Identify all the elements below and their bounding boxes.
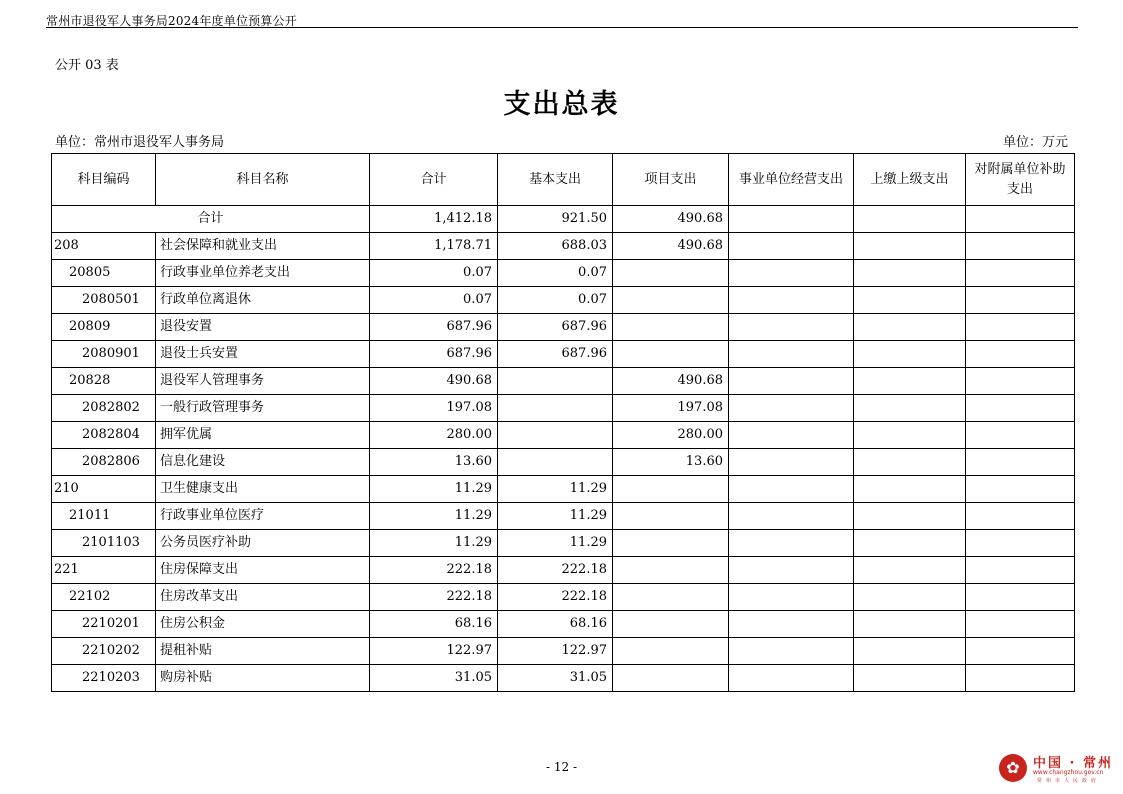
- subject-name: 提租补贴: [156, 638, 370, 665]
- column-header: 上缴上级支出: [854, 154, 966, 206]
- amount-subsidiary: [966, 233, 1075, 260]
- table-row: [52, 395, 1075, 422]
- subject-name: 行政事业单位养老支出: [156, 260, 370, 287]
- table-row: [52, 449, 1075, 476]
- subject-name: 卫生健康支出: [156, 476, 370, 503]
- amount-business: [729, 233, 854, 260]
- subject-name: 社会保障和就业支出: [156, 233, 370, 260]
- amount-basic: 11.29: [498, 476, 613, 503]
- unit-currency: 单位：万元: [1002, 135, 1068, 150]
- form-number: 公开 03 表: [55, 58, 119, 73]
- amount-total: 280.00: [370, 422, 498, 449]
- amount-basic: 11.29: [498, 530, 613, 557]
- table-row: [52, 557, 1075, 584]
- amount-total: 31.05: [370, 665, 498, 692]
- amount-subsidiary: [966, 287, 1075, 314]
- amount-business: [729, 260, 854, 287]
- total-subsidiary: [966, 206, 1075, 233]
- amount-business: [729, 638, 854, 665]
- amount-business: [729, 557, 854, 584]
- amount-project: [613, 476, 729, 503]
- subject-code: 20805: [52, 260, 156, 287]
- subject-code: 2210202: [52, 638, 156, 665]
- amount-basic: 122.97: [498, 638, 613, 665]
- city-seal-icon: ✿: [999, 754, 1027, 782]
- subject-name: 住房保障支出: [156, 557, 370, 584]
- amount-total: 1,178.71: [370, 233, 498, 260]
- amount-project: [613, 530, 729, 557]
- amount-business: [729, 530, 854, 557]
- subject-name: 退役军人管理事务: [156, 368, 370, 395]
- amount-business: [729, 422, 854, 449]
- subject-name: 行政事业单位医疗: [156, 503, 370, 530]
- total-basic: 921.50: [498, 206, 613, 233]
- amount-business: [729, 341, 854, 368]
- amount-project: [613, 611, 729, 638]
- subject-code: 22102: [52, 584, 156, 611]
- amount-basic: [498, 449, 613, 476]
- amount-subsidiary: [966, 422, 1075, 449]
- amount-subsidiary: [966, 476, 1075, 503]
- amount-basic: 0.07: [498, 287, 613, 314]
- amount-total: 11.29: [370, 476, 498, 503]
- column-header: 科目名称: [156, 154, 370, 206]
- table-row: [52, 638, 1075, 665]
- amount-project: [613, 260, 729, 287]
- amount-upper: [854, 368, 966, 395]
- subject-name: 住房改革支出: [156, 584, 370, 611]
- amount-total: 122.97: [370, 638, 498, 665]
- amount-subsidiary: [966, 341, 1075, 368]
- subject-code: 2082804: [52, 422, 156, 449]
- amount-project: 490.68: [613, 368, 729, 395]
- amount-project: [613, 341, 729, 368]
- amount-business: [729, 611, 854, 638]
- amount-project: [613, 287, 729, 314]
- column-header: 项目支出: [613, 154, 729, 206]
- subject-name: 公务员医疗补助: [156, 530, 370, 557]
- subject-code: 2082802: [52, 395, 156, 422]
- amount-total: 490.68: [370, 368, 498, 395]
- amount-total: 0.07: [370, 260, 498, 287]
- table-row: [52, 287, 1075, 314]
- amount-subsidiary: [966, 449, 1075, 476]
- total-sum: 1,412.18: [370, 206, 498, 233]
- amount-upper: [854, 638, 966, 665]
- subject-name: 行政单位离退休: [156, 287, 370, 314]
- amount-project: 13.60: [613, 449, 729, 476]
- subject-code: 2080501: [52, 287, 156, 314]
- unit-organization: 单位：常州市退役军人事务局: [55, 135, 225, 150]
- amount-subsidiary: [966, 314, 1075, 341]
- subject-code: 2210201: [52, 611, 156, 638]
- amount-basic: 68.16: [498, 611, 613, 638]
- amount-subsidiary: [966, 557, 1075, 584]
- amount-project: [613, 557, 729, 584]
- amount-basic: 687.96: [498, 314, 613, 341]
- page-number: - 12 -: [545, 760, 577, 774]
- subject-code: 221: [52, 557, 156, 584]
- column-header: 事业单位经营支出: [729, 154, 854, 206]
- amount-subsidiary: [966, 503, 1075, 530]
- amount-basic: 222.18: [498, 584, 613, 611]
- amount-subsidiary: [966, 638, 1075, 665]
- logo-subtitle: 常州市人民政府: [1037, 778, 1101, 784]
- amount-subsidiary: [966, 260, 1075, 287]
- amount-project: 197.08: [613, 395, 729, 422]
- amount-business: [729, 476, 854, 503]
- amount-basic: [498, 395, 613, 422]
- amount-total: 687.96: [370, 314, 498, 341]
- amount-project: [613, 314, 729, 341]
- table-row: [52, 530, 1075, 557]
- subject-code: 21011: [52, 503, 156, 530]
- amount-upper: [854, 665, 966, 692]
- amount-project: [613, 503, 729, 530]
- column-header: 合计: [370, 154, 498, 206]
- amount-subsidiary: [966, 368, 1075, 395]
- amount-total: 68.16: [370, 611, 498, 638]
- table-header-row: [52, 154, 1075, 206]
- amount-project: [613, 584, 729, 611]
- table-row: [52, 341, 1075, 368]
- amount-subsidiary: [966, 665, 1075, 692]
- amount-total: 11.29: [370, 503, 498, 530]
- expenditure-table: [51, 153, 1075, 692]
- amount-upper: [854, 260, 966, 287]
- amount-business: [729, 287, 854, 314]
- subject-code: 20809: [52, 314, 156, 341]
- subject-name: 住房公积金: [156, 611, 370, 638]
- amount-subsidiary: [966, 530, 1075, 557]
- amount-total: 222.18: [370, 584, 498, 611]
- table-row: [52, 260, 1075, 287]
- amount-upper: [854, 341, 966, 368]
- amount-subsidiary: [966, 611, 1075, 638]
- logo-text: 中国 · 常州: [1033, 756, 1113, 771]
- total-project: 490.68: [613, 206, 729, 233]
- table-row: [52, 665, 1075, 692]
- amount-basic: [498, 422, 613, 449]
- amount-upper: [854, 314, 966, 341]
- table-row: [52, 368, 1075, 395]
- amount-upper: [854, 611, 966, 638]
- subject-name: 购房补贴: [156, 665, 370, 692]
- table-row: [52, 476, 1075, 503]
- table-row: [52, 314, 1075, 341]
- subject-code: 2101103: [52, 530, 156, 557]
- table-row: [52, 233, 1075, 260]
- amount-total: 197.08: [370, 395, 498, 422]
- total-upper: [854, 206, 966, 233]
- column-header: 科目编码: [52, 154, 156, 206]
- amount-upper: [854, 395, 966, 422]
- amount-basic: 688.03: [498, 233, 613, 260]
- amount-business: [729, 395, 854, 422]
- amount-basic: 31.05: [498, 665, 613, 692]
- subject-name: 退役士兵安置: [156, 341, 370, 368]
- amount-upper: [854, 287, 966, 314]
- column-header: 对附属单位补助支出: [966, 154, 1075, 206]
- amount-basic: 11.29: [498, 503, 613, 530]
- running-title: 常州市退役军人事务局2024年度单位预算公开: [46, 14, 297, 28]
- amount-upper: [854, 503, 966, 530]
- header-rule: [46, 27, 1078, 28]
- amount-business: [729, 449, 854, 476]
- total-label: 合计: [52, 206, 370, 233]
- subject-name: 一般行政管理事务: [156, 395, 370, 422]
- amount-basic: 0.07: [498, 260, 613, 287]
- amount-total: 222.18: [370, 557, 498, 584]
- logo-url: www.changzhou.gov.cn: [1033, 769, 1104, 776]
- amount-subsidiary: [966, 584, 1075, 611]
- subject-code: 2210203: [52, 665, 156, 692]
- subject-name: 退役安置: [156, 314, 370, 341]
- amount-upper: [854, 530, 966, 557]
- subject-code: 20828: [52, 368, 156, 395]
- subject-name: 信息化建设: [156, 449, 370, 476]
- subject-code: 208: [52, 233, 156, 260]
- amount-project: 280.00: [613, 422, 729, 449]
- amount-project: 490.68: [613, 233, 729, 260]
- amount-subsidiary: [966, 395, 1075, 422]
- amount-project: [613, 638, 729, 665]
- amount-upper: [854, 557, 966, 584]
- subject-name: 拥军优属: [156, 422, 370, 449]
- amount-upper: [854, 422, 966, 449]
- amount-business: [729, 368, 854, 395]
- table-row: [52, 584, 1075, 611]
- amount-business: [729, 584, 854, 611]
- amount-total: 0.07: [370, 287, 498, 314]
- subject-code: 210: [52, 476, 156, 503]
- page-title: 支出总表: [503, 89, 620, 120]
- column-header: 基本支出: [498, 154, 613, 206]
- table-row: [52, 611, 1075, 638]
- amount-business: [729, 665, 854, 692]
- amount-business: [729, 314, 854, 341]
- amount-upper: [854, 476, 966, 503]
- table-row: [52, 503, 1075, 530]
- subject-code: 2080901: [52, 341, 156, 368]
- amount-upper: [854, 449, 966, 476]
- subject-code: 2082806: [52, 449, 156, 476]
- gov-logo[interactable]: [999, 752, 1119, 786]
- amount-upper: [854, 233, 966, 260]
- amount-basic: 687.96: [498, 341, 613, 368]
- total-business: [729, 206, 854, 233]
- total-row: [52, 206, 1075, 233]
- amount-business: [729, 503, 854, 530]
- amount-upper: [854, 584, 966, 611]
- amount-total: 13.60: [370, 449, 498, 476]
- amount-project: [613, 665, 729, 692]
- amount-total: 687.96: [370, 341, 498, 368]
- amount-basic: 222.18: [498, 557, 613, 584]
- amount-basic: [498, 368, 613, 395]
- table-row: [52, 422, 1075, 449]
- amount-total: 11.29: [370, 530, 498, 557]
